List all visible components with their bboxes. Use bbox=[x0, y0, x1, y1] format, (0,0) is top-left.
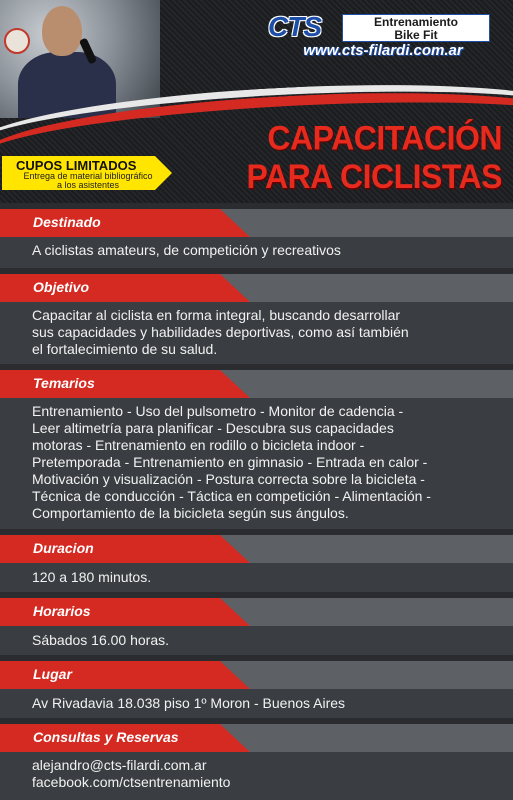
text-line: A ciclistas amateurs, de competición y recreativos bbox=[32, 242, 341, 258]
limited-seats-sub-line-2: a los asistentes bbox=[56, 180, 120, 190]
section-text bbox=[32, 632, 502, 649]
text-line: Técnica de conducción - Táctica en competición - Alimentación - bbox=[32, 488, 431, 504]
page-title bbox=[240, 118, 502, 196]
section-text bbox=[32, 403, 502, 522]
text-line: Av Rivadavia 18.038 piso 1º Moron - Buenos Aires bbox=[32, 695, 346, 711]
section-header-horarios bbox=[0, 598, 513, 626]
text-line: Motivación y visualización - Postura correcta sobre la bicicleta - bbox=[32, 471, 425, 487]
section-body-destinado bbox=[0, 237, 513, 272]
section-label: Destinado bbox=[33, 214, 101, 230]
section-label: Lugar bbox=[33, 666, 72, 682]
section-text bbox=[32, 695, 502, 712]
section-header-lugar bbox=[0, 661, 513, 689]
section-header-consultas bbox=[0, 724, 513, 752]
section-text bbox=[32, 569, 502, 586]
logo-mark: CTS bbox=[268, 11, 321, 42]
section-body-duracion bbox=[0, 563, 513, 595]
text-line: motoras - Entrenamiento en rodillo o bicicleta indoor - bbox=[32, 437, 365, 453]
text-line: Comportamiento de la bicicleta según sus ángulos. bbox=[32, 505, 349, 521]
section-text bbox=[32, 242, 502, 259]
section-header-temarios bbox=[0, 370, 513, 398]
text-line: Pretemporada - Entrenamiento en gimnasio - Entrada en calor - bbox=[32, 454, 428, 470]
contact-facebook: facebook.com/ctsentrenamiento bbox=[32, 774, 231, 790]
text-line: Entrenamiento - Uso del pulsometro - Monitor de cadencia - bbox=[32, 403, 404, 419]
text-line: sus capacidades y habilidades deportivas, como así también bbox=[32, 324, 409, 340]
section-text bbox=[32, 757, 502, 791]
section-body-consultas bbox=[0, 752, 513, 800]
section-body-objetivo bbox=[0, 302, 513, 366]
section-body-lugar bbox=[0, 689, 513, 721]
text-line: Sábados 16.00 horas. bbox=[32, 632, 169, 648]
wall-emblem-icon bbox=[4, 28, 30, 54]
section-header-destinado bbox=[0, 209, 513, 237]
limited-seats-title: CUPOS LIMITADOS bbox=[16, 158, 137, 173]
limited-seats-banner bbox=[2, 156, 182, 190]
limited-seats-subtitle bbox=[8, 172, 168, 190]
header-banner bbox=[0, 0, 513, 205]
section-label: Temarios bbox=[33, 375, 95, 391]
speaker-head bbox=[42, 6, 82, 56]
logo-label bbox=[342, 14, 490, 42]
logo-line-2: Bike Fit bbox=[394, 28, 438, 42]
logo-line-1: Entrenamiento bbox=[373, 15, 458, 29]
section-header-objetivo bbox=[0, 274, 513, 302]
headline-line-1: CAPACITACIÓN bbox=[267, 118, 502, 157]
cts-logo bbox=[268, 12, 498, 60]
limited-seats-sub-line-1: Entrega de material bibliográfico bbox=[23, 171, 153, 181]
section-label: Objetivo bbox=[33, 279, 90, 295]
text-line: el fortalecimiento de su salud. bbox=[32, 341, 218, 357]
section-label: Consultas y Reservas bbox=[33, 729, 179, 745]
section-label: Horarios bbox=[33, 603, 91, 619]
section-text bbox=[32, 307, 502, 358]
text-line: Capacitar al ciclista en forma integral, buscando desarrollar bbox=[32, 307, 401, 323]
section-body-horarios bbox=[0, 626, 513, 658]
text-line: Leer altimetría para planificar - Descubra sus capacidades bbox=[32, 420, 394, 436]
section-body-temarios bbox=[0, 398, 513, 528]
section-label: Duracion bbox=[33, 540, 94, 556]
section-header-duracion bbox=[0, 535, 513, 563]
text-line: 120 a 180 minutos. bbox=[32, 569, 152, 585]
headline-line-2: PARA CICLISTAS bbox=[246, 156, 502, 196]
contact-email: alejandro@cts-filardi.com.ar bbox=[32, 757, 207, 773]
website-url: www.cts-filardi.com.ar bbox=[303, 42, 463, 59]
